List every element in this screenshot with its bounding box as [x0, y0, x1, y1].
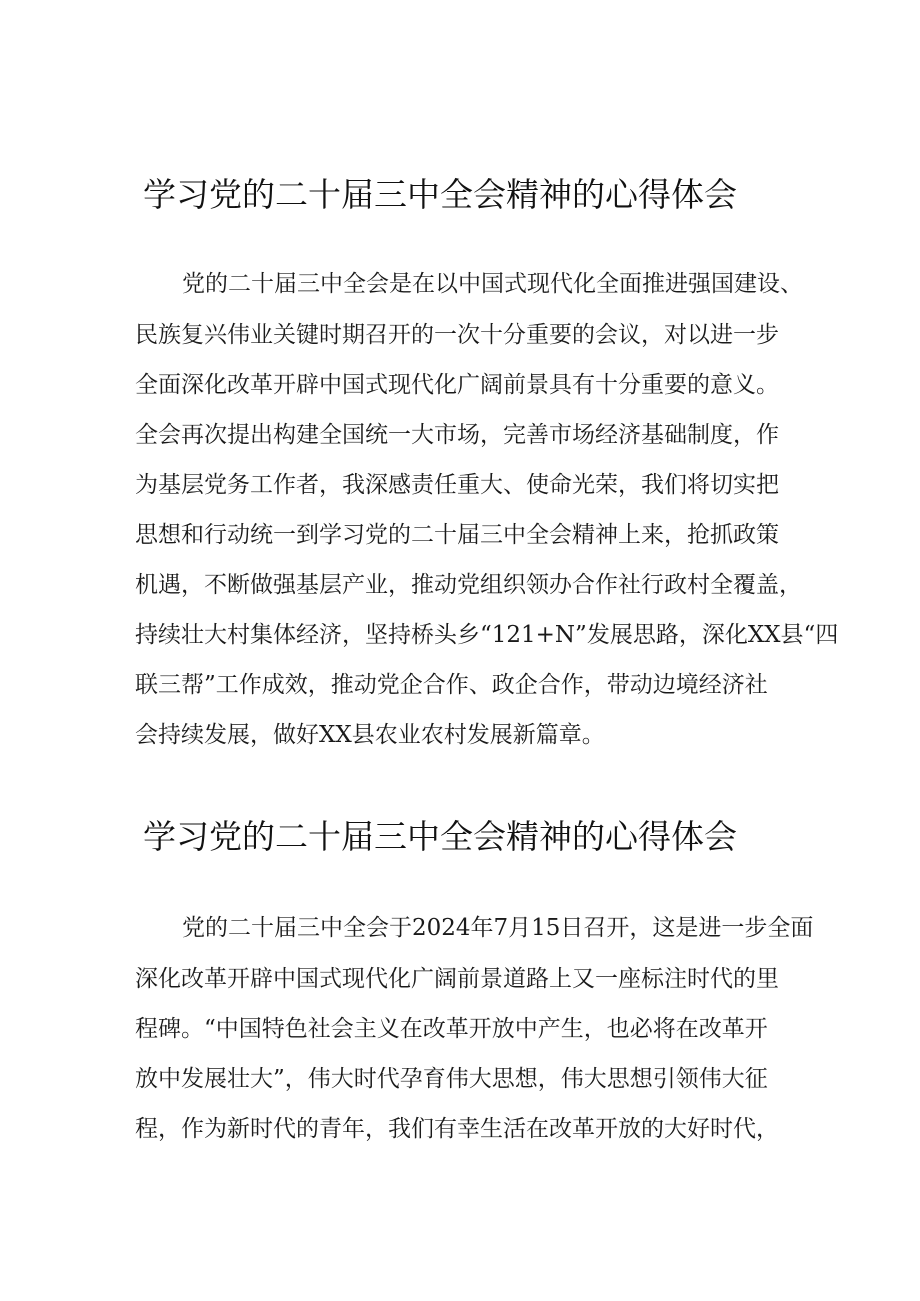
paragraph-line: 全会再次提出构建全国统一大市场，完善市场经济基础制度，作 [135, 422, 779, 448]
paragraph-line: 深化改革开辟中国式现代化广阔前景道路上又一座标注时代的里 [135, 966, 779, 992]
paragraph-line: 民族复兴伟业关键时期召开的一次十分重要的会议，对以进一步 [135, 322, 779, 348]
paragraph-line: 思想和行动统一到学习党的二十届三中全会精神上来，抢抓政策 [135, 522, 779, 548]
paragraph-line: 党的二十届三中全会于2024年7月15日召开，这是进一步全面 [182, 915, 814, 941]
essay-title-1: 学习党的二十届三中全会精神的心得体会 [143, 175, 737, 214]
paragraph-line: 会持续发展，做好XX县农业农村发展新篇章。 [135, 722, 605, 748]
paragraph-line: 党的二十届三中全会是在以中国式现代化全面推进强国建设、 [182, 271, 803, 297]
paragraph-line: 为基层党务工作者，我深感责任重大、使命光荣，我们将切实把 [135, 472, 779, 498]
paragraph-line: 程碑。“中国特色社会主义在改革开放中产生，也必将在改革开 [135, 1016, 768, 1042]
paragraph-line: 机遇，不断做强基层产业，推动党组织领办合作社行政村全覆盖， [135, 572, 802, 598]
paragraph-line: 持续壮大村集体经济，坚持桥头乡“121+N”发展思路，深化XX县“四 [135, 622, 839, 648]
paragraph-line: 联三帮”工作成效，推动党企合作、政企合作，带动边境经济社 [135, 672, 768, 698]
paragraph-line: 全面深化改革开辟中国式现代化广阔前景具有十分重要的意义。 [135, 372, 779, 398]
paragraph-line: 放中发展壮大”，伟大时代孕育伟大思想，伟大思想引领伟大征 [135, 1066, 768, 1092]
paragraph-line: 程，作为新时代的青年，我们有幸生活在改革开放的大好时代， [135, 1116, 779, 1142]
essay-title-2: 学习党的二十届三中全会精神的心得体会 [143, 817, 737, 856]
